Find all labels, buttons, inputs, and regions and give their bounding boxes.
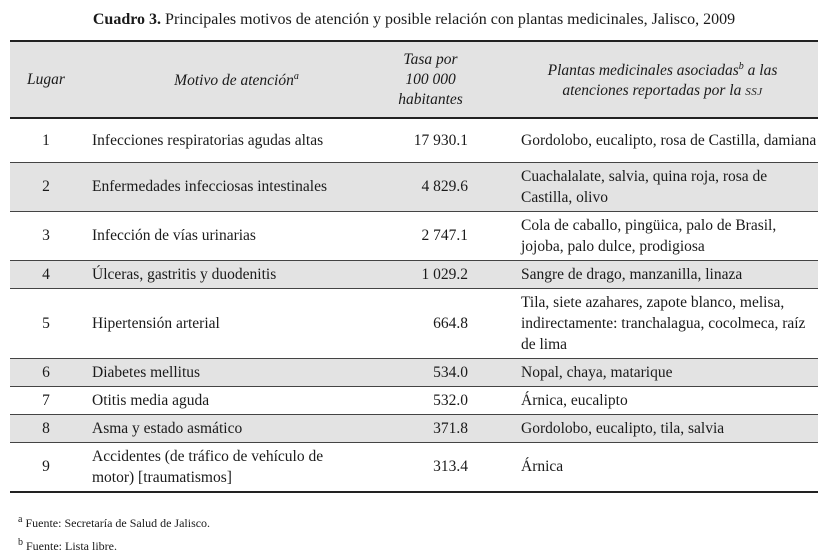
- table-row: [10, 386, 818, 414]
- table-row: [10, 118, 818, 162]
- cell-tasa: 4 829.6: [392, 162, 468, 211]
- cell-tasa: 17 930.1: [392, 118, 468, 162]
- cell-tasa: 371.8: [392, 414, 468, 442]
- header-plantas-text: atenciones reportadas por la: [562, 82, 746, 100]
- cell-motivo-text: Accidentes (de tráfico de vehículo de motor) [traumatismos]: [92, 447, 324, 486]
- header-motivo-text: Motivo de atención: [174, 72, 294, 90]
- footnote-b: [18, 537, 117, 554]
- cell-tasa: 1 029.2: [392, 260, 468, 288]
- cell-motivo: Otitis media aguda: [82, 386, 392, 414]
- cell-tasa: 313.4: [392, 442, 468, 492]
- cell-motivo: Hipertensión arterial: [82, 288, 392, 358]
- cell-plantas: Gordolobo, eucalipto, rosa de Castilla, damiana: [468, 118, 818, 162]
- table-caption: [0, 11, 828, 29]
- caption-label: Cuadro 3.: [92, 11, 162, 28]
- cell-lugar: 7: [10, 386, 82, 414]
- header-motivo: [82, 41, 392, 118]
- cell-lugar: 5: [10, 288, 82, 358]
- table-row: [10, 288, 818, 358]
- cell-motivo: Asma y estado asmático: [82, 414, 392, 442]
- cell-tasa: 534.0: [392, 358, 468, 386]
- header-plantas-text: a las: [743, 62, 778, 80]
- cell-plantas: Sangre de drago, manzanilla, linaza: [468, 260, 818, 288]
- cell-plantas: Cuachalalate, salvia, quina roja, rosa de Castilla, olivo: [468, 162, 818, 211]
- header-row: [10, 41, 818, 118]
- table-row: [10, 162, 818, 211]
- footnote-text: Fuente: Lista libre.: [23, 539, 117, 553]
- header-tasa-line: Tasa por: [403, 50, 458, 68]
- cell-motivo: Enfermedades infecciosas intestinales: [82, 162, 392, 211]
- footnote-a: [18, 514, 210, 531]
- table-row: [10, 260, 818, 288]
- footnote-mark: b: [738, 60, 744, 72]
- cell-motivo: Infecciones respiratorias agudas altas: [82, 118, 392, 162]
- cell-plantas: Árnica, eucalipto: [468, 386, 818, 414]
- cell-lugar: 6: [10, 358, 82, 386]
- cell-lugar: 4: [10, 260, 82, 288]
- cell-motivo: Diabetes mellitus: [82, 358, 392, 386]
- cell-lugar: 9: [10, 442, 82, 492]
- cell-motivo: [82, 442, 392, 492]
- caption-text: Principales motivos de atención y posible relación con plantas medicinales, Jalisco, 2009: [165, 11, 736, 28]
- footnote-mark: a: [293, 71, 299, 83]
- table-row: [10, 442, 818, 492]
- header-lugar: Lugar: [10, 41, 82, 118]
- cell-plantas: Gordolobo, eucalipto, tila, salvia: [468, 414, 818, 442]
- header-tasa: [392, 41, 468, 118]
- header-tasa-line: habitantes: [398, 90, 463, 108]
- footnote-text: Fuente: Secretaría de Salud de Jalisco.: [22, 516, 211, 530]
- cell-lugar: 8: [10, 414, 82, 442]
- header-tasa-line: 100 000: [405, 70, 456, 88]
- cell-plantas: Nopal, chaya, matarique: [468, 358, 818, 386]
- cell-tasa: 664.8: [392, 288, 468, 358]
- cell-lugar: 1: [10, 118, 82, 162]
- table-row: [10, 358, 818, 386]
- cell-tasa: 532.0: [392, 386, 468, 414]
- cell-plantas: Cola de caballo, pingüica, palo de Brasil, jojoba, palo dulce, prodigiosa: [468, 211, 818, 260]
- cell-lugar: 3: [10, 211, 82, 260]
- header-plantas: [468, 41, 818, 118]
- footnote-mark: b: [18, 537, 23, 548]
- header-plantas-text: Plantas medicinales asociadas: [547, 62, 739, 80]
- cell-tasa: 2 747.1: [392, 211, 468, 260]
- cell-plantas: Tila, siete azahares, zapote blanco, melisa, indirectamente: tranchalagua, cocolmeca, raíz de lima: [468, 288, 818, 358]
- cell-lugar: 2: [10, 162, 82, 211]
- data-table: [10, 40, 818, 493]
- table-row: [10, 211, 818, 260]
- header-plantas-abbr: SSJ: [745, 86, 763, 99]
- cell-motivo: Infección de vías urinarias: [82, 211, 392, 260]
- cell-plantas: Árnica: [468, 442, 818, 492]
- cell-motivo: Úlceras, gastritis y duodenitis: [82, 260, 392, 288]
- table-row: [10, 414, 818, 442]
- footnote-mark: a: [18, 514, 23, 525]
